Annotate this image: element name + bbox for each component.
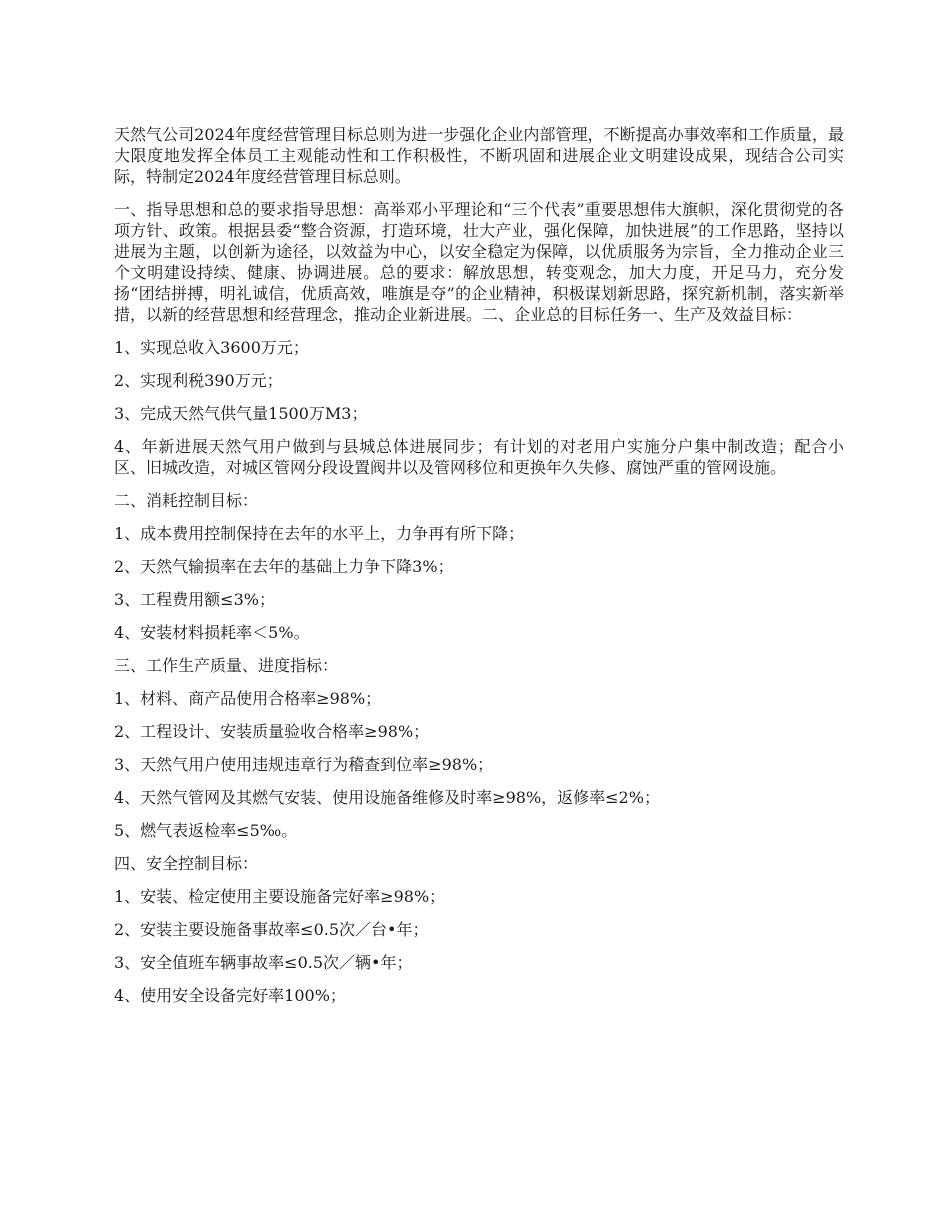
section-heading: 二、消耗控制目标： [114, 491, 259, 510]
list-item: 4、年新进展天然气用户做到与县城总体进展同步；有计划的对老用户实施分户集中制改造；配合小区、旧城改造，对城区管网分段设置阀井以及管网移位和更换年久失修、腐蚀严重的管网设施。 [114, 437, 844, 477]
intro-paragraph: 天然气公司2024年度经营管理目标总则为进一步强化企业内部管理，不断提高办事效率和工作质量，最大限度地发挥全体员工主观能动性和工作积极性，不断巩固和进展企业文明建设成果，现结合公司实际，特制定2024年度经营管理目标总则。 [114, 125, 844, 186]
list-item: 2、实现利税390万元； [114, 371, 283, 390]
list-item: 1、材料、商产品使用合格率≥98%； [114, 689, 382, 708]
list-item: 3、安全值班车辆事故率≤0.5次／辆•年； [114, 953, 413, 972]
list-item: 1、实现总收入3600万元； [114, 338, 309, 357]
list-item: 4、安装材料损耗率＜5%。 [114, 623, 310, 642]
list-item: 2、安装主要设施备事故率≤0.5次／台•年； [114, 920, 429, 939]
list-item: 1、安装、检定使用主要设施备完好率≥98%； [114, 887, 446, 906]
list-item: 1、成本费用控制保持在去年的水平上，力争再有所下降； [114, 524, 525, 543]
list-item: 3、完成天然气供气量1500万M3； [114, 404, 368, 423]
section-heading: 三、工作生产质量、进度指标： [114, 656, 339, 675]
list-item: 5、燃气表返检率≤5‰。 [114, 821, 298, 840]
list-item: 2、工程设计、安装质量验收合格率≥98%； [114, 722, 430, 741]
document-body [114, 124, 844, 1006]
list-item: 3、工程费用额≤3%； [114, 590, 275, 609]
section-guiding-principles: 一、指导思想和总的要求指导思想：高举邓小平理论和“三个代表”重要思想伟大旗帜，深化贯彻党的各项方针、政策。根据县委“整合资源，打造环境，壮大产业，强化保障，加快进展”的工作思路，坚持以进展为主题，以创新为途径，以效益为中心，以安全稳定为保障，以优质服务为宗旨，全力推动企业三个文明建设持续、健康、协调进展。总的要求：解放思想，转变观念，加大力度，开足马力，充分发扬“团结拼搏，明礼诚信，优质高效，唯旗是夺”的企业精神，积极谋划新思路，探究新机制，落实新举措，以新的经营思想和经营理念，推动企业新进展。二、企业总的目标任务一、生产及效益目标： [114, 200, 844, 324]
list-item: 4、使用安全设备完好率100%； [114, 986, 346, 1005]
section-heading: 四、安全控制目标： [114, 854, 259, 873]
list-item: 4、天然气管网及其燃气安装、使用设施备维修及时率≥98%，返修率≤2%； [114, 788, 660, 807]
list-item: 2、天然气输损率在去年的基础上力争下降3%； [114, 557, 454, 576]
list-item: 3、天然气用户使用违规违章行为稽查到位率≥98%； [114, 755, 494, 774]
